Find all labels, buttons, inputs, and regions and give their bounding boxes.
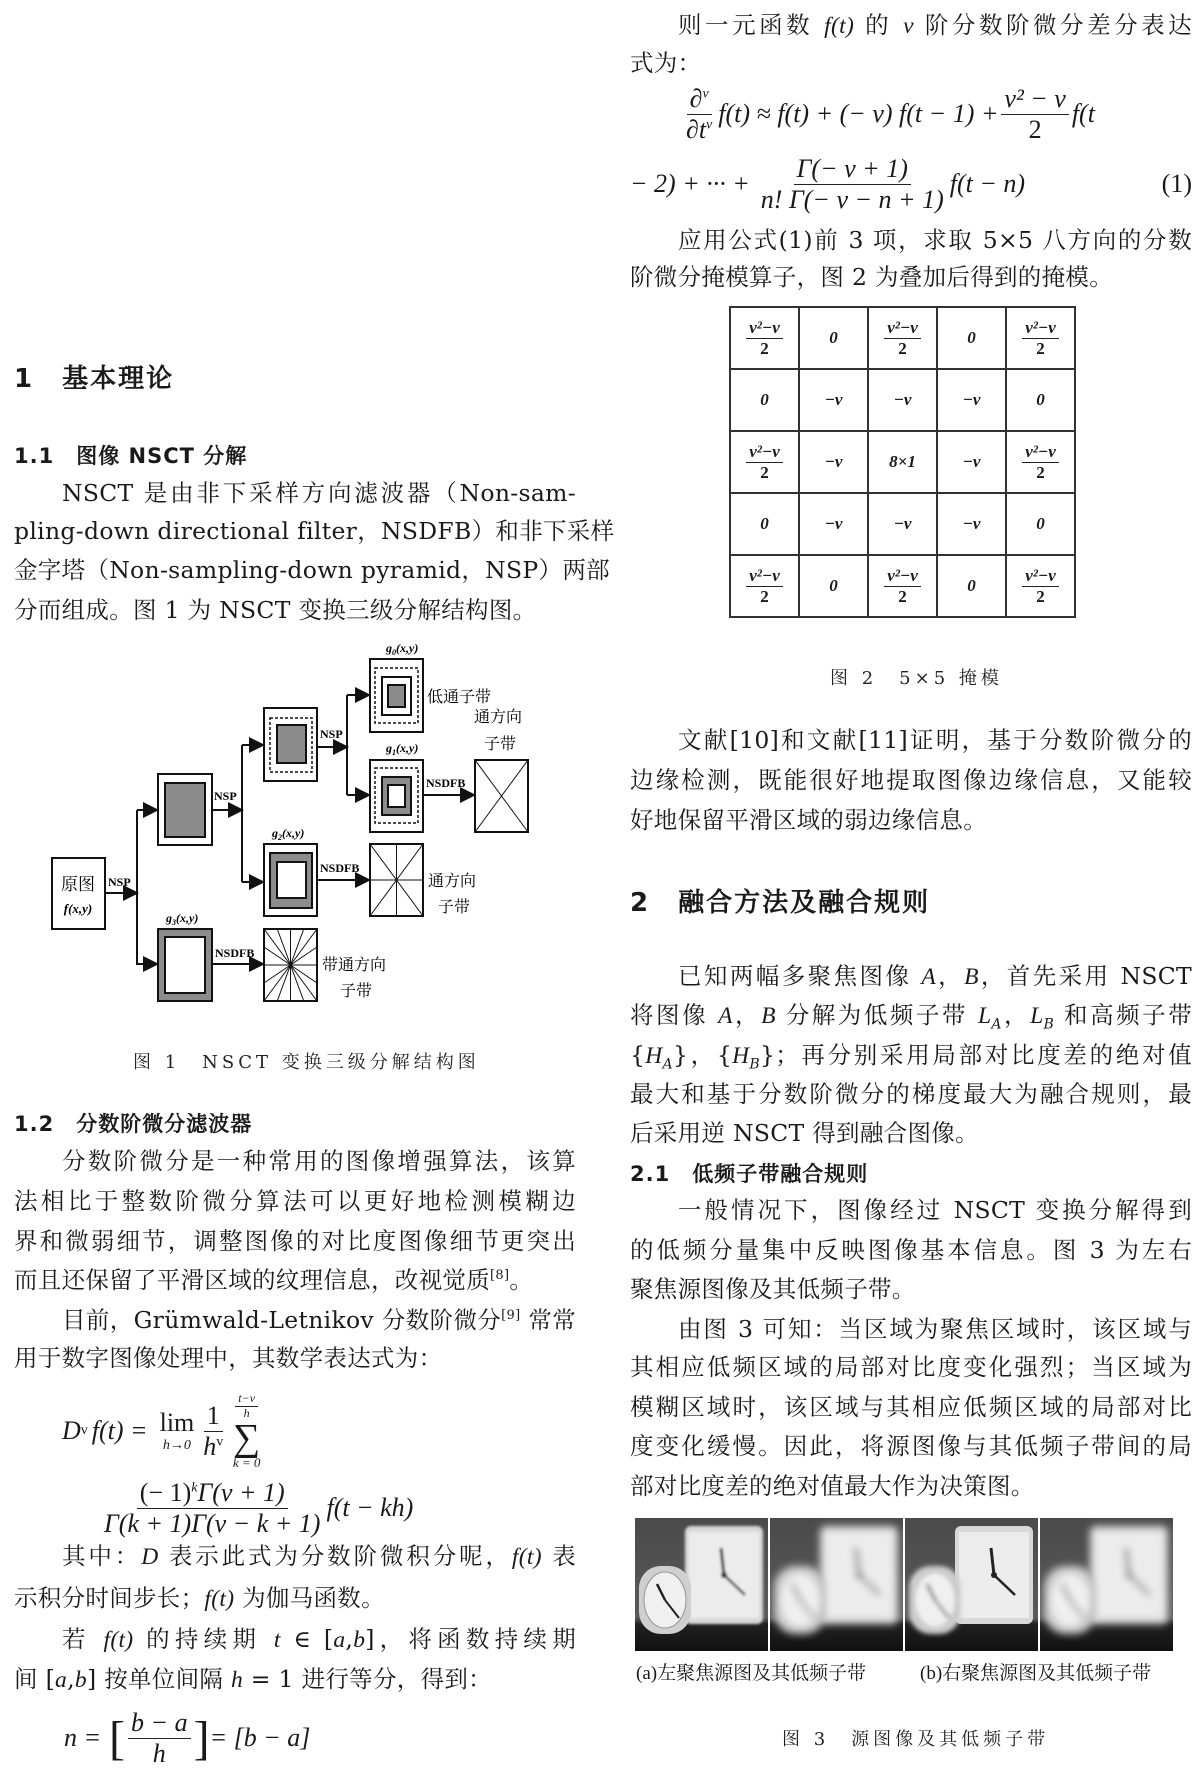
mask-cell [1006, 555, 1075, 617]
text-segment: A [921, 964, 936, 990]
text-segment: b [353, 1627, 366, 1653]
g3-label: $g_3(x,y)$ [166, 911, 199, 927]
text-segment: 部对比度差的绝对值最大作为决策图。 [630, 1472, 1035, 1500]
cell-value: 0 [760, 514, 769, 533]
text-segment: 间 [ [14, 1665, 56, 1693]
formula-text: D [62, 1416, 81, 1446]
mask-table [729, 306, 1076, 618]
text-segment: 用于数字图像处理中，其数学表达式为： [14, 1344, 443, 1372]
mask-cell [868, 369, 937, 431]
cell-denominator: 2 [760, 462, 769, 482]
formula-gl-line1 [62, 1392, 264, 1471]
cell-value: −v [893, 514, 912, 533]
paragraph-line [630, 1041, 1192, 1073]
mask-cell [799, 369, 868, 431]
text-segment: 示积分时间步长； [14, 1584, 205, 1612]
paragraph-line [630, 1119, 979, 1147]
formula-text: Γ(k + 1)Γ(v − k + 1) [104, 1508, 321, 1538]
paragraph-line [14, 517, 615, 545]
text-segment: L [1030, 1003, 1044, 1029]
mask-cell [1006, 369, 1075, 431]
section-heading-1-2: 1.2 分数阶微分滤波器 [14, 1112, 253, 1136]
formula-text: h [152, 1738, 166, 1768]
text-segment: , [67, 1665, 75, 1693]
formula-text: h [243, 1405, 250, 1420]
text-segment: pling-down directional filter，NSDFB）和非下采样 [14, 517, 615, 545]
text-segment: 将图像 [630, 1001, 719, 1029]
mask-cell [937, 307, 1006, 369]
text-segment: 金字塔（Non-sampling-down pyramid，NSP）两部 [14, 556, 610, 584]
nsdfb-label: NSDFB [320, 861, 360, 875]
paragraph-line [62, 479, 576, 507]
table-row [730, 369, 1075, 431]
paragraph-line [630, 1001, 1192, 1033]
directional-subband-label: 通方向 [428, 873, 477, 890]
paragraph-line [678, 11, 1192, 39]
paragraph-line [62, 1625, 576, 1653]
formula-text: ∂t [686, 114, 707, 144]
cell-denominator: 2 [1036, 586, 1045, 606]
mask-cell [937, 431, 1006, 493]
text-segment: 。 [509, 1266, 534, 1294]
text-segment: 聚焦源图像及其低频子带。 [630, 1275, 916, 1303]
text-segment: D [141, 1544, 159, 1570]
formula-text: v [216, 1434, 224, 1450]
text-segment: 一般情况下，图像经过 NSCT 变换分解得到 [678, 1196, 1192, 1224]
mask-cell [1006, 307, 1075, 369]
mask-cell [937, 369, 1006, 431]
formula-text: v² − v [1001, 84, 1068, 115]
text-segment: }，{ [672, 1041, 733, 1069]
formula-text: f(t − kh) [326, 1493, 414, 1523]
cell-numerator: v²−v [746, 442, 783, 463]
text-segment: A [991, 1016, 1002, 1033]
formula-text: v [706, 117, 713, 133]
paragraph-line [630, 1236, 1192, 1264]
paragraph-line [14, 1665, 492, 1693]
text-segment: 边缘检测，既能很好地提取图像边缘信息，又能较 [630, 766, 1192, 794]
text-segment: A [718, 1003, 733, 1029]
lowpass-label: 低通子带 [427, 689, 492, 706]
paragraph-line [678, 226, 1192, 254]
paragraph-line [630, 263, 1113, 291]
paragraph-line [14, 556, 610, 584]
g2-label: $g_2(x,y)$ [272, 826, 305, 842]
mask-cell [868, 431, 937, 493]
formula-1-line2 [630, 154, 1192, 215]
equation-number: (1) [1161, 169, 1192, 199]
text-segment: 已知两幅多聚焦图像 [678, 962, 922, 990]
text-segment: NSCT 是由非下采样方向滤波器（Non-sam- [62, 479, 576, 507]
mask-cell [730, 555, 799, 617]
mask-cell [937, 493, 1006, 555]
text-segment: 而且还保留了平滑区域的纹理信息，改视觉质 [14, 1266, 490, 1294]
section-heading-1-1: 1.1 图像 NSCT 分解 [14, 444, 248, 468]
cell-denominator: 2 [760, 338, 769, 358]
clock-photo-panel [635, 1518, 768, 1651]
nsp-label: NSP [214, 789, 237, 803]
clock-photo [770, 1518, 903, 1651]
mask-cell [868, 493, 937, 555]
cell-value: −v [824, 452, 843, 471]
original-label: 原图 [61, 875, 95, 894]
formula-text: h→0 [162, 1438, 191, 1454]
paragraph-line [14, 1266, 533, 1294]
text-segment: , [345, 1625, 354, 1653]
text-segment: 最大和基于分数阶微分的梯度最大为融合规则，最 [630, 1080, 1192, 1108]
cell-value: 0 [1036, 514, 1045, 533]
cell-value: 0 [760, 390, 769, 409]
formula-text: f(t [1071, 99, 1095, 129]
fraction [1001, 84, 1068, 145]
text-segment: 表示此式为分数阶微积分呢， [158, 1542, 512, 1570]
text-segment: 的 [854, 11, 904, 39]
formula-n: n = [ $\frac{b - a}{h}$ ] = [b − a] [64, 1708, 311, 1768]
cell-numerator: v²−v [884, 566, 921, 587]
text-segment: 的低频分量集中反映图像基本信息。图 3 为左右 [630, 1236, 1192, 1264]
text-segment: 度变化缓慢。因此，将源图像与其低频子带间的局 [630, 1432, 1192, 1460]
figure-2-caption: 图 2 5×5 掩模 [830, 668, 1003, 689]
text-segment: ， [936, 962, 965, 990]
formula-text: n! Γ(− v − n + 1) [760, 184, 944, 214]
text-segment: 阶微分掩模算子，图 2 为叠加后得到的掩模。 [630, 263, 1113, 291]
text-segment: B [964, 964, 979, 990]
four-direction-filter-box [370, 844, 423, 916]
table-row [730, 431, 1075, 493]
text-segment: 界和微弱细节，调整图像的对比度图像细节更突出 [14, 1227, 576, 1255]
paragraph-line [630, 1432, 1192, 1460]
mask-cell [799, 431, 868, 493]
formula-text: f(t − n) [949, 169, 1026, 199]
text-segment: B [761, 1003, 776, 1029]
nsdfb-label: NSDFB [215, 946, 255, 960]
mask-cell [730, 307, 799, 369]
paragraph-line [678, 962, 1192, 990]
text-segment: ，首先采用 NSCT [978, 962, 1192, 990]
text-segment: [8] [490, 1268, 510, 1284]
paragraph-line [678, 726, 1192, 754]
text-segment: 其中： [62, 1542, 142, 1570]
cell-numerator: v²−v [1022, 318, 1059, 339]
cell-value: 0 [829, 576, 838, 595]
cell-denominator: 2 [1036, 462, 1045, 482]
cell-numerator: v²−v [746, 318, 783, 339]
text-segment: a [55, 1667, 68, 1693]
cell-denominator: 2 [898, 338, 907, 358]
text-segment: 法相比于整数阶微分算法可以更好地检测模糊边 [14, 1187, 576, 1215]
mask-cell [799, 555, 868, 617]
text-segment: H [645, 1043, 663, 1069]
text-segment: 分数阶微分是一种常用的图像增强算法，该算 [62, 1147, 576, 1175]
g0-label: $g_0(x,y)$ [386, 641, 419, 657]
clock-photo [635, 1518, 768, 1651]
section-heading-2: 2 融合方法及融合规则 [630, 888, 931, 918]
text-segment: 的持续期 [133, 1625, 274, 1653]
paragraph-line [630, 806, 987, 834]
cell-numerator: v²−v [884, 318, 921, 339]
formula-text: k [191, 1480, 198, 1496]
mask-cell [868, 555, 937, 617]
text-segment: 和高频子带 [1054, 1001, 1192, 1029]
cell-denominator: 2 [1036, 338, 1045, 358]
text-segment: f(t) [824, 13, 855, 39]
cell-value: 0 [967, 328, 976, 347]
cell-numerator: v²−v [746, 566, 783, 587]
cell-value: −v [962, 390, 981, 409]
text-segment: 分解为低频子带 [775, 1001, 978, 1029]
clock-photo [905, 1518, 1038, 1651]
clock-photo-panel [905, 1518, 1038, 1651]
text-segment: 阶分数阶微分差分表达 [913, 11, 1192, 39]
formula-text: 1 [204, 1401, 223, 1432]
g1-label: $g_1(x,y)$ [386, 741, 419, 757]
table-row [730, 493, 1075, 555]
formula-text: k = 0 [232, 1454, 261, 1470]
paragraph-line [14, 1227, 576, 1255]
text-segment: 式为： [630, 49, 702, 77]
text-segment: ∈ [ [280, 1625, 334, 1653]
original-func-label: f(x,y) [63, 901, 93, 916]
cell-value: −v [962, 452, 981, 471]
cell-value: 0 [967, 576, 976, 595]
text-segment: 分而组成。图 1 为 NSCT 变换三级分解结构图。 [14, 596, 537, 624]
figure-3-caption: 图 3 源图像及其低频子带 [782, 1729, 1050, 1750]
mask-cell [799, 493, 868, 555]
paragraph-line [14, 1584, 385, 1612]
text-segment: L [978, 1003, 992, 1029]
text-segment: B [749, 1056, 760, 1073]
paragraph-line [678, 1315, 1192, 1343]
text-segment: B [1043, 1016, 1055, 1033]
text-segment: 好地保留平滑区域的弱边缘信息。 [630, 806, 987, 834]
table-row [730, 555, 1075, 617]
formula-text: (− 1) [139, 1478, 192, 1507]
clock-photo-panel [770, 1518, 903, 1651]
fraction [200, 1401, 226, 1462]
fraction [128, 1708, 191, 1769]
text-segment: 表 [541, 1542, 577, 1570]
text-segment: 其相应低频区域的局部对比度变化强烈；当区域为 [630, 1353, 1192, 1381]
directional-subband-label: 子带 [438, 899, 471, 916]
text-segment: ]，将函数持续期 [365, 1625, 576, 1653]
text-segment: H [732, 1043, 750, 1069]
figure-3-sublabel-b: (b)右聚焦源图及其低频子带 [920, 1663, 1152, 1684]
formula-text: = [b − a] [209, 1723, 311, 1753]
formula-text: ∑ [233, 1416, 261, 1459]
formula-text: v [702, 86, 709, 102]
text-segment: A [662, 1056, 673, 1073]
text-segment: ] 按单位间隔 [86, 1665, 231, 1693]
formula-text: − 2) + ··· + [630, 169, 750, 199]
cell-value: −v [893, 390, 912, 409]
figure-1-caption: 图 1 NSCT 变换三级分解结构图 [133, 1052, 480, 1073]
bandpass-directional-subband-label: 带通方向 [322, 957, 387, 974]
mask-cell [937, 555, 1006, 617]
paragraph-line [630, 1472, 1035, 1500]
formula-1-line1 [680, 84, 1095, 145]
summation [232, 1392, 261, 1471]
text-segment: 后采用逆 NSCT 得到融合图像。 [630, 1119, 979, 1147]
cell-numerator: v²−v [1022, 566, 1059, 587]
formula-text: Γ(v + 1) [197, 1478, 285, 1507]
text-segment: 常常 [520, 1306, 576, 1334]
text-segment: b [74, 1667, 87, 1693]
formula-gl-line2 [98, 1478, 413, 1539]
paragraph-line [630, 766, 1192, 794]
mask-cell [868, 307, 937, 369]
cell-value: 0 [829, 328, 838, 347]
mask-cell [1006, 493, 1075, 555]
formula-text: 2 [1028, 114, 1042, 144]
paragraph-line [630, 1393, 1192, 1421]
text-segment: v [903, 13, 914, 39]
paragraph-line [630, 1353, 1192, 1381]
section-heading-1: 1 基本理论 [14, 364, 175, 394]
paragraph-line [630, 1275, 916, 1303]
paragraph-line [14, 1187, 576, 1215]
section-heading-2-1: 2.1 低频子带融合规则 [630, 1162, 869, 1186]
formula-text: Γ(− v + 1) [794, 154, 911, 185]
nsct-decomposition-diagram [40, 630, 560, 1030]
text-segment: 若 [62, 1625, 104, 1653]
nsdfb-label: NSDFB [426, 776, 466, 790]
formula-text: ∂ [689, 84, 703, 113]
bandpass-directional-subband-label: 子带 [340, 983, 373, 1000]
nsp-label: NSP [320, 727, 343, 741]
mask-cell [1006, 431, 1075, 493]
figure-3-sublabel-a: (a)左聚焦源图及其低频子带 [636, 1663, 867, 1684]
cell-denominator: 2 [898, 586, 907, 606]
paragraph-line [14, 1344, 442, 1372]
text-segment: ， [732, 1001, 762, 1029]
mask-cell [730, 493, 799, 555]
text-segment: = 1 进行等分，得到： [243, 1665, 492, 1693]
paragraph-line [62, 1147, 576, 1175]
cell-value: 0 [1036, 390, 1045, 409]
text-segment: ， [1001, 1001, 1031, 1029]
formula-text: h [203, 1431, 217, 1461]
paragraph-line [62, 1306, 576, 1334]
formula-text: f(t) = [91, 1416, 148, 1446]
mask-cell [730, 369, 799, 431]
text-segment: 则一元函数 [678, 11, 825, 39]
sixteen-direction-filter-box [264, 929, 317, 1001]
fraction [683, 84, 715, 145]
cell-value: −v [824, 514, 843, 533]
formula-text: v [80, 1423, 88, 1439]
mask-cell [799, 307, 868, 369]
text-segment: f(t) [103, 1627, 134, 1653]
formula-text: lim [159, 1408, 195, 1438]
paragraph-line [630, 1080, 1192, 1108]
cell-value: −v [962, 514, 981, 533]
cell-value: 8×1 [889, 452, 916, 471]
nsp-label: NSP [108, 875, 131, 889]
text-segment: 文献[10]和文献[11]证明，基于分数阶微分的 [678, 726, 1192, 754]
limit [160, 1408, 195, 1454]
directional-subband-label: 通方向 [474, 709, 523, 726]
text-segment: t [273, 1627, 281, 1653]
paragraph-line [62, 1542, 576, 1570]
text-segment: 模糊区域时，该区域与其相应低频区域的局部对比 [630, 1393, 1192, 1421]
text-segment: h [230, 1667, 244, 1693]
clock-photo-panel [1040, 1518, 1173, 1651]
formula-text: b − a [128, 1708, 191, 1739]
two-direction-filter-box [475, 760, 528, 832]
paragraph-line [630, 49, 701, 77]
text-segment: [9] [501, 1308, 521, 1324]
text-segment: 目前，Grümwald-Letnikov 分数阶微分 [62, 1306, 502, 1334]
cell-numerator: v²−v [1022, 442, 1059, 463]
cell-value: −v [824, 390, 843, 409]
mask-cell [730, 431, 799, 493]
directional-subband-label: 子带 [484, 736, 517, 753]
text-segment: 为伽马函数。 [234, 1584, 385, 1612]
table-row [730, 307, 1075, 369]
formula-text: t−v [235, 1392, 258, 1407]
text-segment: { [630, 1041, 646, 1069]
formula-text: f(t) ≈ f(t) + (− v) f(t − 1) + [718, 99, 999, 129]
formula-text: n = [64, 1723, 102, 1753]
text-segment: 由图 3 可知：当区域为聚焦区域时，该区域与 [678, 1315, 1192, 1343]
text-segment: }；再分别采用局部对比度差的绝对值 [759, 1041, 1192, 1069]
text-segment: f(t) [511, 1544, 542, 1570]
cell-denominator: 2 [760, 586, 769, 606]
paragraph-line [14, 596, 536, 624]
clock-photo [1040, 1518, 1173, 1651]
text-segment: a [333, 1627, 346, 1653]
text-segment: f(t) [204, 1586, 235, 1612]
paragraph-line [678, 1196, 1192, 1224]
fraction [101, 1478, 323, 1539]
fraction [758, 154, 947, 215]
text-segment: 应用公式(1)前 3 项，求取 5×5 八方向的分数 [678, 226, 1192, 254]
